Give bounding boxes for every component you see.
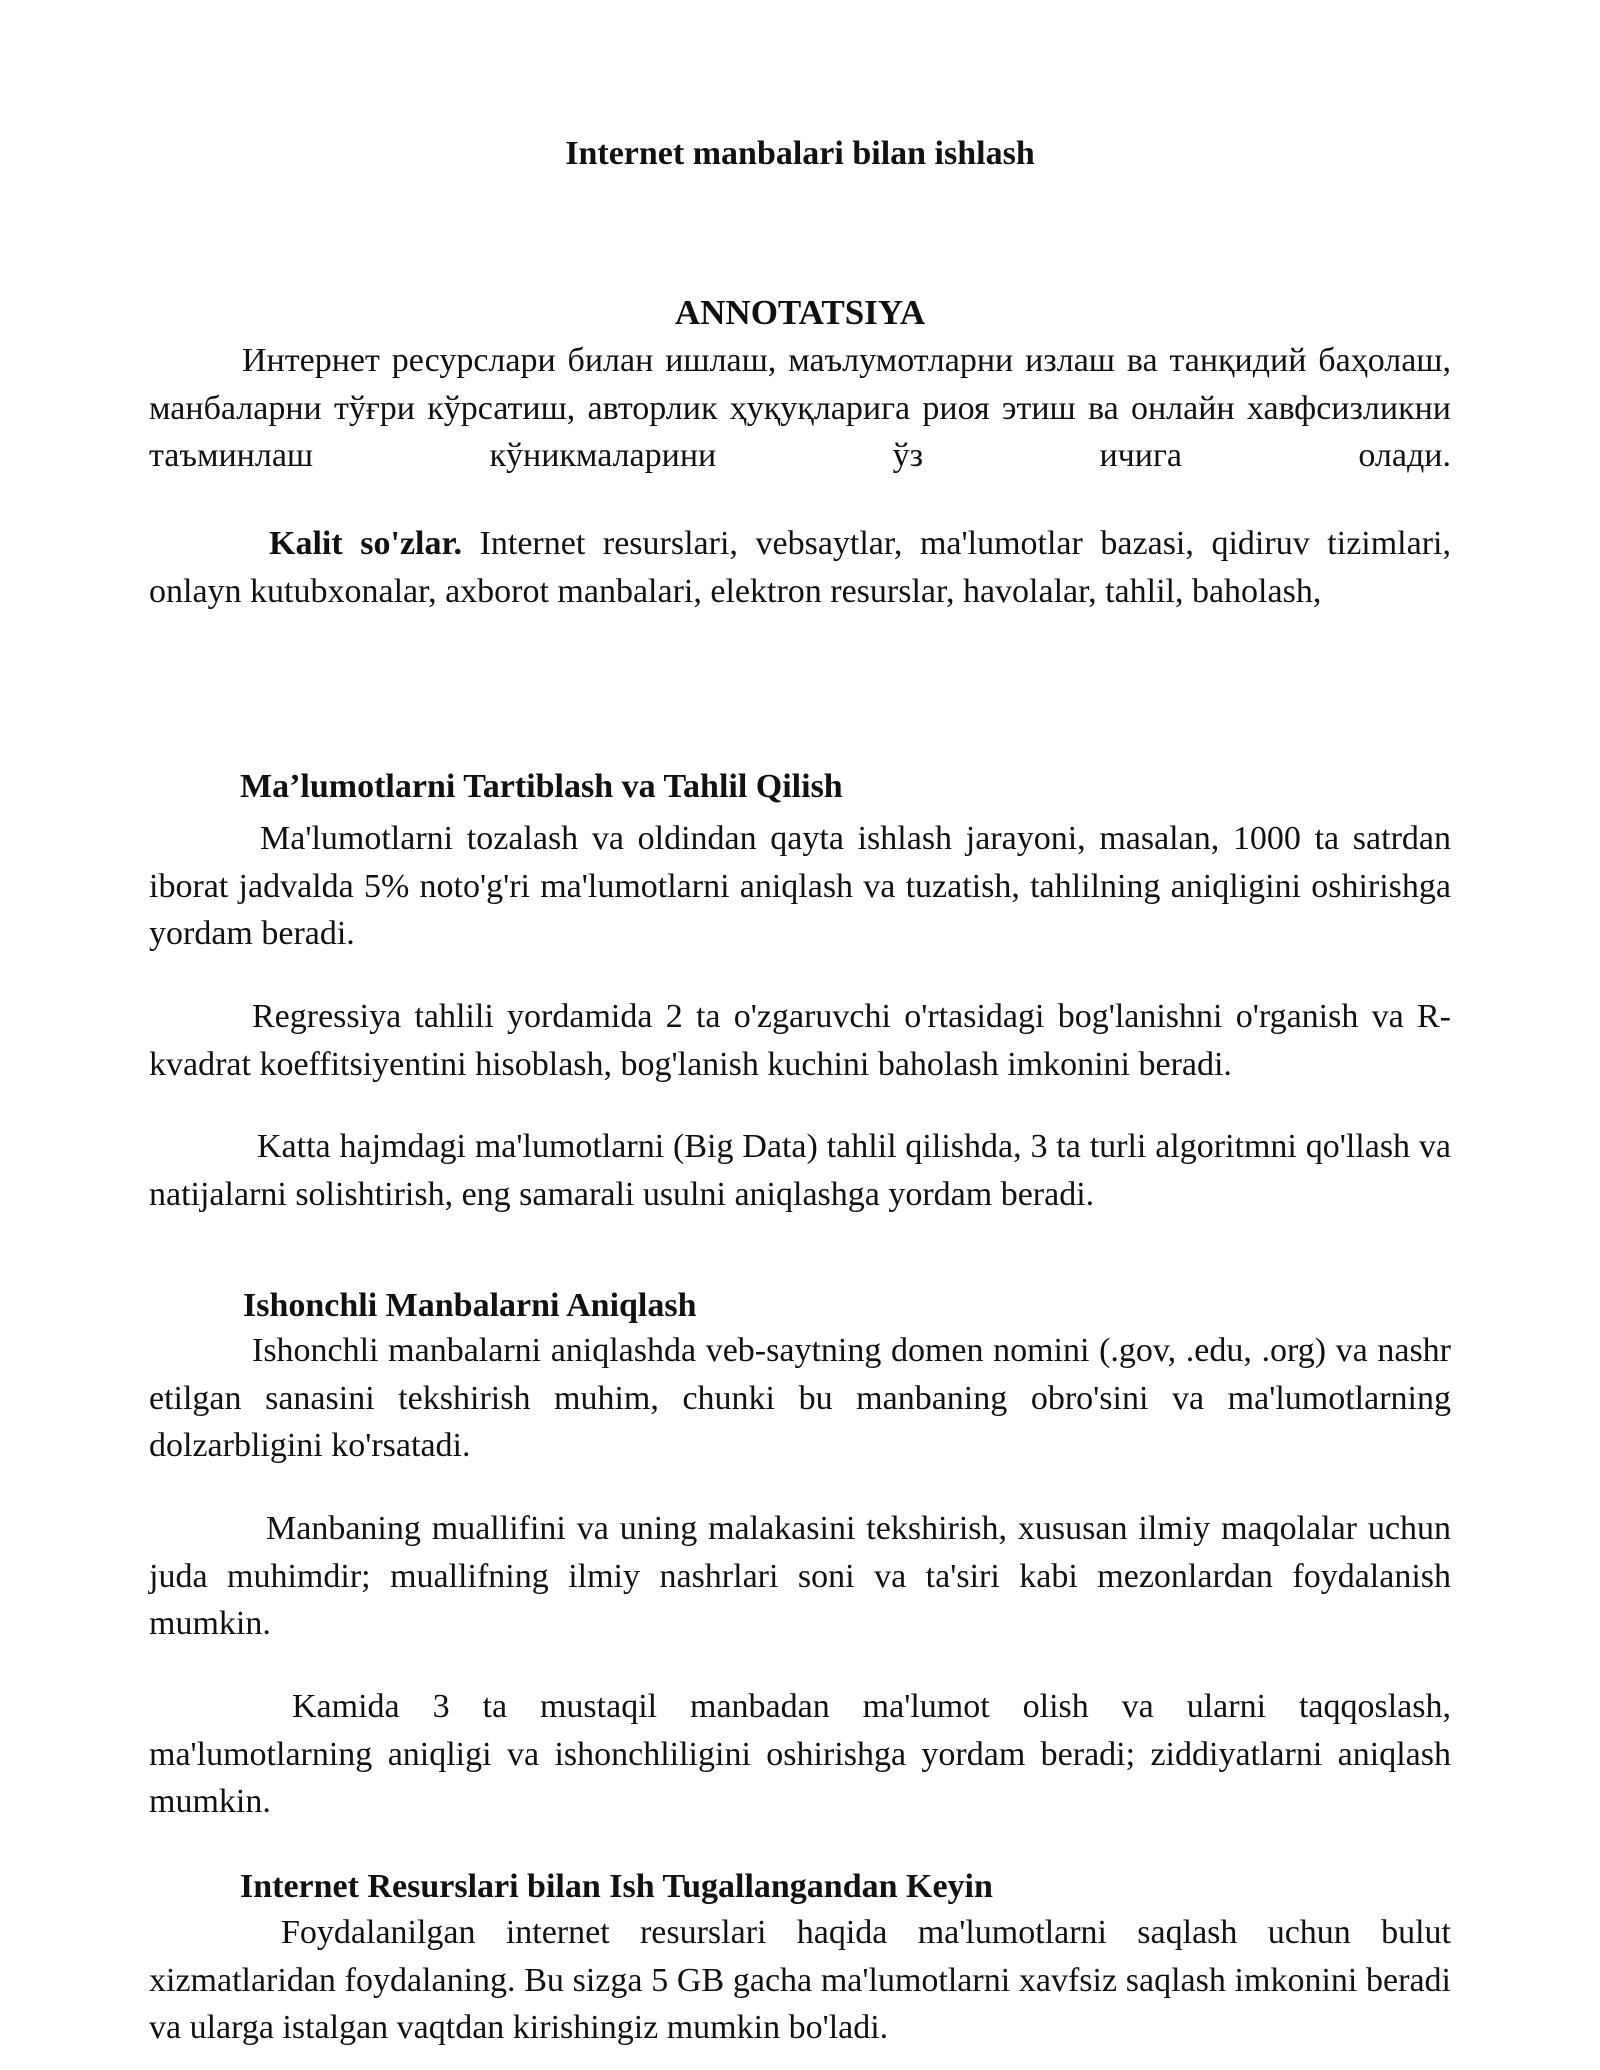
- section-paragraph: Foydalanilgan internet resurslari haqida ma'lumotlarni saqlash uchun bulut xizmatlaridan foydalaning. Bu sizga 5 GB gacha ma'lumotlarni xavfsiz saqlash imkonini beradi va ularga istalgan vaqtdan kirishingiz mumkin bo'ladi.: [149, 1914, 1451, 2047]
- keywords-text: Internet resurslari, vebsaytlar, ma'lumotlar bazasi, qidiruv tizimlari, onlayn kutubxonalar, axborot manbalari, elektron resurslar, havolalar, tahlil, baholash,: [149, 525, 1451, 610]
- keywords-paragraph: [149, 520, 1451, 615]
- keywords-label: Kalit so'zlar.: [269, 525, 462, 562]
- section-heading-after-work: Internet Resurslari bilan Ish Tugallangandan Keyin: [240, 1868, 993, 1905]
- section-paragraph: Kamida 3 ta mustaqil manbadan ma'lumot olish va ularni taqqoslash, ma'lumotlarning aniqligi va ishonchliligini oshirishga yordam beradi; ziddiyatlarni aniqlash mumkin.: [149, 1688, 1451, 1821]
- section-paragraph: Ma'lumotlarni tozalash va oldindan qayta ishlash jarayoni, masalan, 1000 ta satrdan iborat jadvalda 5% noto'g'ri ma'lumotlarni aniqlash va tuzatish, tahlilning aniqligini oshirishga yordam beradi.: [149, 820, 1451, 953]
- annotation-heading: ANNOTATSIYA: [674, 293, 926, 332]
- section-heading-data-analysis: Ma’lumotlarni Tartiblash va Tahlil Qilish: [240, 768, 843, 805]
- section-paragraph: Ishonchli manbalarni aniqlashda veb-saytning domen nomini (.gov, .edu, .org) va nashr etilgan sanasini tekshirish muhim, chunki bu manbaning obro'sini va ma'lumotlarning dolzarbligini ko'rsatadi.: [149, 1332, 1451, 1465]
- document-title: Internet manbalari bilan ishlash: [565, 135, 1035, 172]
- section-paragraph: Manbaning muallifini va uning malakasini tekshirish, xususan ilmiy maqolalar uchun juda muhimdir; muallifning ilmiy nashrlari soni va ta'siri kabi mezonlardan foydalanish mumkin.: [149, 1510, 1451, 1643]
- section-heading-reliable-sources: Ishonchli Manbalarni Aniqlash: [243, 1287, 697, 1324]
- section-paragraph: Katta hajmdagi ma'lumotlarni (Big Data) tahlil qilishda, 3 ta turli algoritmni qo'llash va natijalarni solishtirish, eng samarali usulni aniqlashga yordam beradi.: [149, 1128, 1451, 1213]
- annotation-paragraph: Интернет ресурслари билан ишлаш, маълумотларни излаш ва танқидий баҳолаш, манбаларни тўғри кўрсатиш, авторлик ҳуқуқларига риоя этиш ва онлайн хавфсизликни таъминлаш кўникмаларини ўз ичига олади.: [149, 342, 1451, 475]
- section-paragraph: Regressiya tahlili yordamida 2 ta o'zgaruvchi o'rtasidagi bog'lanishni o'rganish va R-kvadrat koeffitsiyentini hisoblash, bog'lanish kuchini baholash imkonini beradi.: [149, 998, 1451, 1083]
